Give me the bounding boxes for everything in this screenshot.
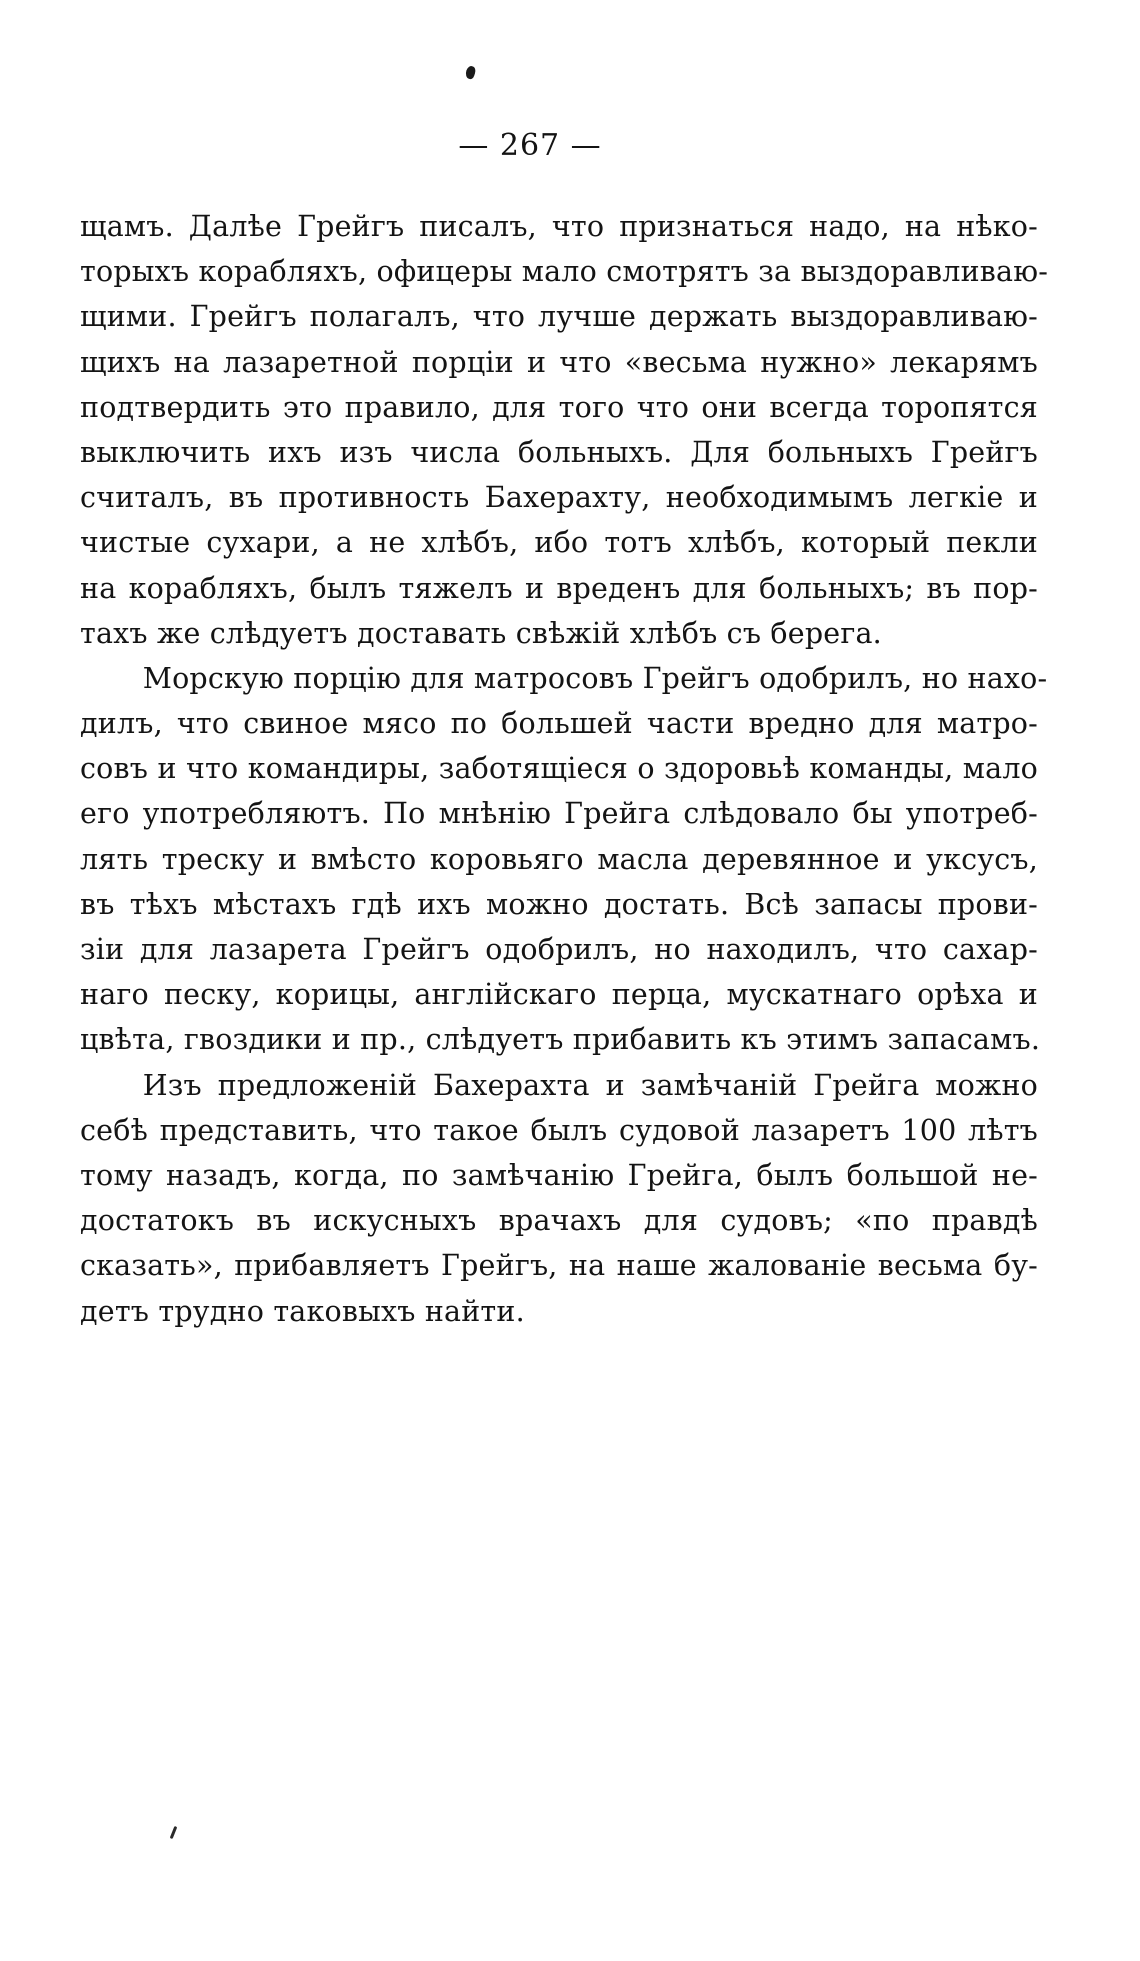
text-line: щихъ на лазаретной порціи и что «весьма нужно» лекарямъ (80, 345, 1038, 379)
text-line: выключить ихъ изъ числа больныхъ. Для больныхъ Грейгъ (80, 435, 1038, 469)
text-line: дилъ, что свиное мясо по большей части вредно для матро- (80, 707, 1038, 741)
paragraph-3 (80, 1063, 1038, 1334)
text-line: тому назадъ, когда, по замѣчанію Грейга, былъ большой не- (80, 1158, 1038, 1192)
body-text (80, 204, 1049, 1334)
text-line: чистые сухари, а не хлѣбъ, ибо тотъ хлѣбъ, который пекли (80, 526, 1038, 560)
text-line: считалъ, въ противность Бахерахту, необходимымъ легкіе и (80, 481, 1038, 515)
text-line: его употребляютъ. По мнѣнію Грейга слѣдовало бы употреб- (80, 797, 1038, 831)
text-line: подтвердить это правило, для того что они всегда торопятся (80, 390, 1038, 424)
text-line: Изъ предложеній Бахерахта и замѣчаній Грейга можно (142, 1068, 1038, 1102)
text-line: достатокъ въ искусныхъ врачахъ для судовъ; «по правдѣ (80, 1204, 1038, 1238)
text-line: Морскую порцію для матросовъ Грейгъ одобрилъ, но нахо- (142, 661, 1048, 695)
text-line: лять треску и вмѣсто коровьяго масла деревянное и уксусъ, (80, 842, 1038, 876)
text-line: сказать», прибавляетъ Грейгъ, на наше жалованіе весьма бу- (80, 1249, 1038, 1283)
paragraph-1 (80, 204, 1049, 656)
text-line: детъ трудно таковыхъ найти. (80, 1294, 525, 1328)
text-line: себѣ представить, что такое былъ судовой лазаретъ 100 лѣтъ (80, 1113, 1038, 1147)
ink-speck (464, 65, 477, 80)
page-number: — 267 — (458, 128, 602, 163)
text-line: зіи для лазарета Грейгъ одобрилъ, но находилъ, что сахар- (80, 933, 1038, 966)
text-line: щамъ. Далѣе Грейгъ писалъ, что признаться надо, на нѣко- (80, 210, 1038, 243)
text-line: въ тѣхъ мѣстахъ гдѣ ихъ можно достать. Всѣ запасы прови- (80, 887, 1038, 921)
text-line: наго песку, корицы, англійскаго перца, мускатнаго орѣха и (80, 978, 1038, 1012)
text-line: тахъ же слѣдуетъ доставать свѣжій хлѣбъ съ берега. (80, 616, 882, 650)
text-line: совъ и что командиры, заботящіеся о здоровьѣ команды, мало (80, 752, 1038, 786)
ink-speck (170, 1826, 178, 1839)
paragraph-2 (80, 656, 1048, 1063)
text-line: на корабляхъ, былъ тяжелъ и вреденъ для больныхъ; въ пор- (80, 571, 1038, 605)
text-line: цвѣта, гвоздики и пр., слѣдуетъ прибавить къ этимъ запасамъ. (80, 1023, 1041, 1057)
text-line: щими. Грейгъ полагалъ, что лучше держать выздоравливаю- (80, 300, 1038, 334)
text-line: торыхъ корабляхъ, офицеры мало смотрятъ за выздоравливаю- (80, 255, 1049, 289)
